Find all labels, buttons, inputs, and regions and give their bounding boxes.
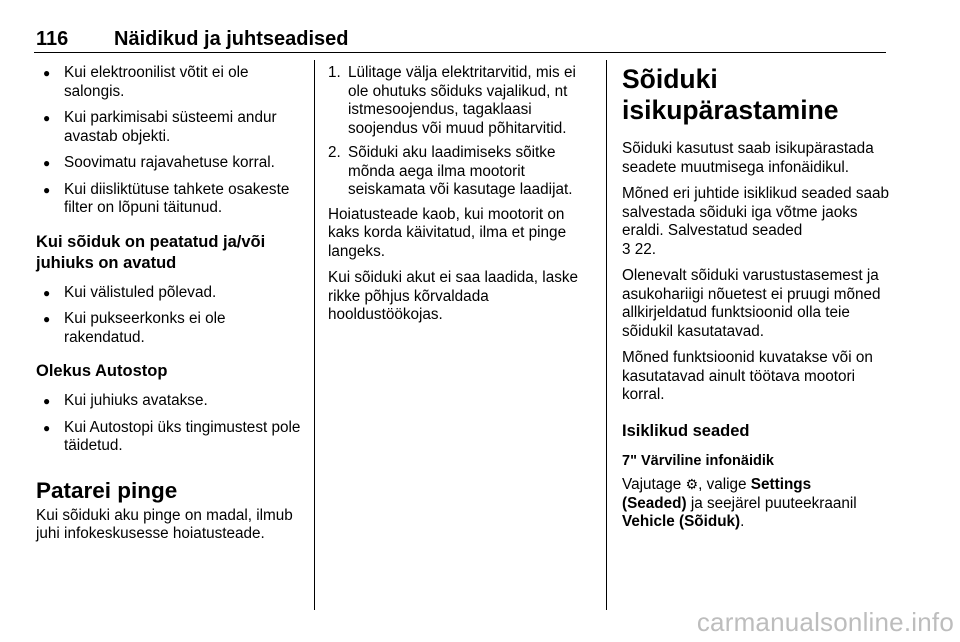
column-2 [328,64,596,333]
step-number: 1. [328,64,341,81]
settings-gear-icon: ⚙ [685,477,699,493]
vehicle-label: Vehicle (Sõiduk) [622,513,741,530]
section-title [622,64,894,126]
list-item: ● Kui välistuled põlevad. [36,284,304,303]
page-header [34,22,886,53]
numbered-steps [328,64,596,200]
chapter-title: Näidikud ja juhtseadised [114,28,349,50]
column-3 [622,64,894,540]
list-item: ● Kui diisliktütuse tahkete osakeste filter on lõpuni täitunud. [36,181,304,218]
heading-personal-settings: Isiklikud seaded [622,421,750,440]
display-heading: 7" Värviline infonäidik [622,452,774,469]
step-text: Sõiduki aku laadimiseks sõitke mõnda aega ilma mootorit seiskamata või kasutage laadijat. [348,144,573,198]
list-item: ● Kui Autostopi üks tingimustest pole täidetud. [36,419,304,456]
column-1 [36,64,304,552]
paragraph-instructions [622,476,894,532]
list-item [328,144,596,200]
section-title-line-1: Sõiduki [622,64,718,94]
saved-settings-text: Mõned eri juhtide isiklikud seaded saab salvestada sõiduki iga võtme jaoks eraldi. Salvestatud seaded [622,185,890,239]
heading-parked: Kui sõiduk on peatatud ja/või juhiuks on avatud [36,232,266,272]
settings-label: Settings [750,476,812,493]
step-number: 2. [328,144,341,161]
heading-battery-voltage: Patarei pinge [36,477,178,503]
paragraph-intro: Sõiduki kasutust saab isikupärastada seadete muutmisega infonäidikul. [622,140,874,176]
paragraph-warning-disappears: Hoiatusteade kaob, kui mootorit on kaks korda käivitatud, ilma et pinge langeks. [328,205,567,260]
instruction-end: . [740,513,745,530]
battery-text: Kui sõiduki aku pinge on madal, ilmub juhi infokeskusesse hoiatusteade. [36,506,293,542]
step-text: Lülitage välja elektritarvitid, mis ei ole ohutuks sõiduks vajalikud, nt istmesoojendus, tagaklaasi soojendus või muud põhitarvitid. [348,64,576,137]
column-divider-1 [314,60,315,610]
bullet-list-autostop [36,392,304,456]
instruction-text: Vajutage [622,476,682,493]
paragraph-saved-settings [622,185,894,259]
page-ref: 22. [634,240,657,258]
page-number: 116 [36,28,69,50]
list-item: ● Kui parkimisabi süsteemi andur avastab objekti. [36,109,304,146]
list-item: ● Soovimatu rajavahetuse korral. [36,154,304,173]
instruction-text: ja seejärel puuteekraanil [690,494,857,512]
bullet-list-warnings [36,64,304,218]
list-item: ● Kui juhiuks avatakse. [36,392,304,411]
page-ref-arrow-icon: 3 [622,240,631,258]
list-item: ● Kui elektroonilist võtit ei ole salongis. [36,64,304,101]
list-item [328,64,596,138]
column-divider-2 [606,60,607,610]
paragraph-workshop: Kui sõiduki akut ei saa laadida, laske rikke põhjus kõrvaldada hooldustöökojas. [328,269,579,323]
section-title-line-2: isikupärastamine [622,95,839,125]
bullet-list-parked [36,284,304,348]
list-item: ● Kui pukseerkonks ei ole rakendatud. [36,310,304,347]
settings-label-translation: (Seaded) [622,494,687,512]
paragraph-engine-running: Mõned funktsioonid kuvatakse või on kasutatavad ainult töötava mootori korral. [622,349,873,403]
watermark: carmanualsonline.info [696,607,954,637]
instruction-text: , valige [698,476,747,493]
heading-autostop: Olekus Autostop [36,362,168,380]
paragraph-availability: Olenevalt sõiduki varustustasemest ja asukohariigi nõuetest ei pruugi mõned allkirjeldatud funktsioonid olla teie sõidukil kasutatavad. [622,267,881,340]
